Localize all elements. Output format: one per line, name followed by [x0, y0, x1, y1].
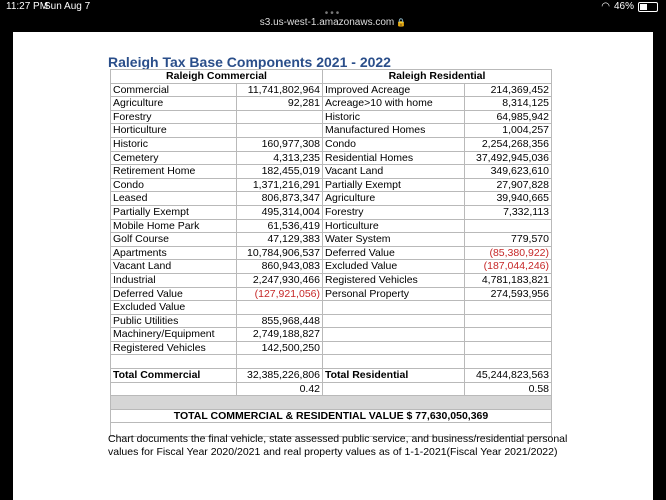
residential-category: Personal Property [323, 287, 465, 301]
residential-value [465, 314, 552, 328]
table-row [111, 233, 552, 247]
commercial-header: Raleigh Commercial [111, 70, 323, 84]
commercial-value: 160,977,308 [237, 137, 323, 151]
residential-category: Excluded Value [323, 260, 465, 274]
total-commercial-value: 32,385,226,806 [237, 369, 323, 383]
commercial-category: Leased [111, 192, 237, 206]
residential-value: 7,332,113 [465, 205, 552, 219]
residential-category: Vacant Land [323, 165, 465, 179]
table-row [111, 205, 552, 219]
commercial-value: 806,873,347 [237, 192, 323, 206]
commercial-category: Registered Vehicles [111, 341, 237, 355]
commercial-value: 1,371,216,291 [237, 178, 323, 192]
commercial-category: Golf Course [111, 233, 237, 247]
residential-category: Manufactured Homes [323, 124, 465, 138]
caption-text: Chart documents the final vehicle, state assessed public service, and business/residential personal values for Fiscal Year 2020/2021 and real property values as of 1-1-2021(Fiscal Year 2021/2022) [108, 433, 568, 458]
residential-category: Partially Exempt [323, 178, 465, 192]
share-row [111, 382, 552, 396]
commercial-value [237, 124, 323, 138]
table-row [111, 124, 552, 138]
total-residential-label: Total Residential [323, 369, 465, 383]
commercial-category: Agriculture [111, 97, 237, 111]
spacer-row [111, 355, 552, 369]
table-row [111, 260, 552, 274]
table-row [111, 97, 552, 111]
table-header-row [111, 70, 552, 84]
residential-value: 39,940,665 [465, 192, 552, 206]
commercial-category: Commercial [111, 83, 237, 97]
address-bar[interactable] [0, 8, 666, 32]
commercial-value: 47,129,383 [237, 233, 323, 247]
commercial-category: Forestry [111, 110, 237, 124]
residential-value: (85,380,922) [465, 246, 552, 260]
residential-value [465, 341, 552, 355]
table-row [111, 178, 552, 192]
wifi-icon: ◠ [601, 1, 610, 12]
table-row [111, 287, 552, 301]
document-page [13, 32, 653, 500]
commercial-value [237, 110, 323, 124]
commercial-value: 860,943,083 [237, 260, 323, 274]
residential-value: 37,492,945,036 [465, 151, 552, 165]
residential-value [465, 328, 552, 342]
residential-category: Condo [323, 137, 465, 151]
url-text[interactable]: s3.us-west-1.amazonaws.com [259, 17, 395, 28]
residential-category: Water System [323, 233, 465, 247]
table-row [111, 192, 552, 206]
lock-icon: 🔒 [396, 18, 407, 27]
residential-category: Historic [323, 110, 465, 124]
total-residential-value: 45,244,823,563 [465, 369, 552, 383]
residential-category: Deferred Value [323, 246, 465, 260]
residential-category [323, 301, 465, 315]
residential-value: 214,369,452 [465, 83, 552, 97]
commercial-category: Condo [111, 178, 237, 192]
residential-value [465, 219, 552, 233]
commercial-category: Machinery/Equipment [111, 328, 237, 342]
table-row [111, 246, 552, 260]
commercial-category: Apartments [111, 246, 237, 260]
commercial-value: 2,247,930,466 [237, 273, 323, 287]
tax-base-table [110, 69, 552, 437]
residential-category: Improved Acreage [323, 83, 465, 97]
commercial-value [237, 301, 323, 315]
commercial-value: 2,749,188,827 [237, 328, 323, 342]
residential-header: Raleigh Residential [323, 70, 552, 84]
commercial-value: 92,281 [237, 97, 323, 111]
commercial-category: Cemetery [111, 151, 237, 165]
commercial-category: Partially Exempt [111, 205, 237, 219]
totals-row [111, 369, 552, 383]
table-row [111, 110, 552, 124]
table-row [111, 137, 552, 151]
residential-value: 4,781,183,821 [465, 273, 552, 287]
residential-category [323, 314, 465, 328]
commercial-value: 495,314,004 [237, 205, 323, 219]
table-row [111, 219, 552, 233]
commercial-value: 4,313,235 [237, 151, 323, 165]
commercial-value: 10,784,906,537 [237, 246, 323, 260]
commercial-category: Industrial [111, 273, 237, 287]
commercial-category: Public Utilities [111, 314, 237, 328]
clock: 11:27 PM [6, 1, 49, 12]
table-row [111, 83, 552, 97]
residential-value: 2,254,268,356 [465, 137, 552, 151]
residential-value: 349,623,610 [465, 165, 552, 179]
residential-category: Forestry [323, 205, 465, 219]
tab-dots-icon[interactable]: ••• [324, 8, 342, 19]
residential-category: Horticulture [323, 219, 465, 233]
residential-category: Acreage>10 with home [323, 97, 465, 111]
residential-value: 8,314,125 [465, 97, 552, 111]
residential-category [323, 328, 465, 342]
commercial-category: Historic [111, 137, 237, 151]
table-row [111, 314, 552, 328]
commercial-category: Deferred Value [111, 287, 237, 301]
total-commercial-label: Total Commercial [111, 369, 237, 383]
commercial-category: Retirement Home [111, 165, 237, 179]
commercial-value: 61,536,419 [237, 219, 323, 233]
commercial-value: 142,500,250 [237, 341, 323, 355]
residential-value: (187,044,246) [465, 260, 552, 274]
table-row [111, 151, 552, 165]
commercial-category: Vacant Land [111, 260, 237, 274]
table-row [111, 341, 552, 355]
residential-category: Residential Homes [323, 151, 465, 165]
page-title: Raleigh Tax Base Components 2021 - 2022 [108, 54, 391, 70]
commercial-category: Horticulture [111, 124, 237, 138]
table-row [111, 328, 552, 342]
grand-total: TOTAL COMMERCIAL & RESIDENTIAL VALUE $ 77,630,050,369 [111, 409, 552, 423]
table-row [111, 301, 552, 315]
commercial-value: 11,741,802,964 [237, 83, 323, 97]
total-band [111, 396, 552, 410]
residential-value: 1,004,257 [465, 124, 552, 138]
commercial-value: 182,455,019 [237, 165, 323, 179]
residential-category: Registered Vehicles [323, 273, 465, 287]
residential-category: Agriculture [323, 192, 465, 206]
residential-value: 64,985,942 [465, 110, 552, 124]
residential-value [465, 301, 552, 315]
residential-value: 27,907,828 [465, 178, 552, 192]
residential-value: 274,593,956 [465, 287, 552, 301]
residential-share: 0.58 [465, 382, 552, 396]
commercial-category: Excluded Value [111, 301, 237, 315]
commercial-category: Mobile Home Park [111, 219, 237, 233]
table-row [111, 273, 552, 287]
commercial-value: 855,968,448 [237, 314, 323, 328]
commercial-share: 0.42 [237, 382, 323, 396]
date: Sun Aug 7 [44, 1, 91, 12]
grand-total-row [111, 409, 552, 423]
residential-category [323, 341, 465, 355]
battery-percent: 46% [613, 1, 634, 12]
table-row [111, 165, 552, 179]
residential-value: 779,570 [465, 233, 552, 247]
commercial-value: (127,921,056) [237, 287, 323, 301]
